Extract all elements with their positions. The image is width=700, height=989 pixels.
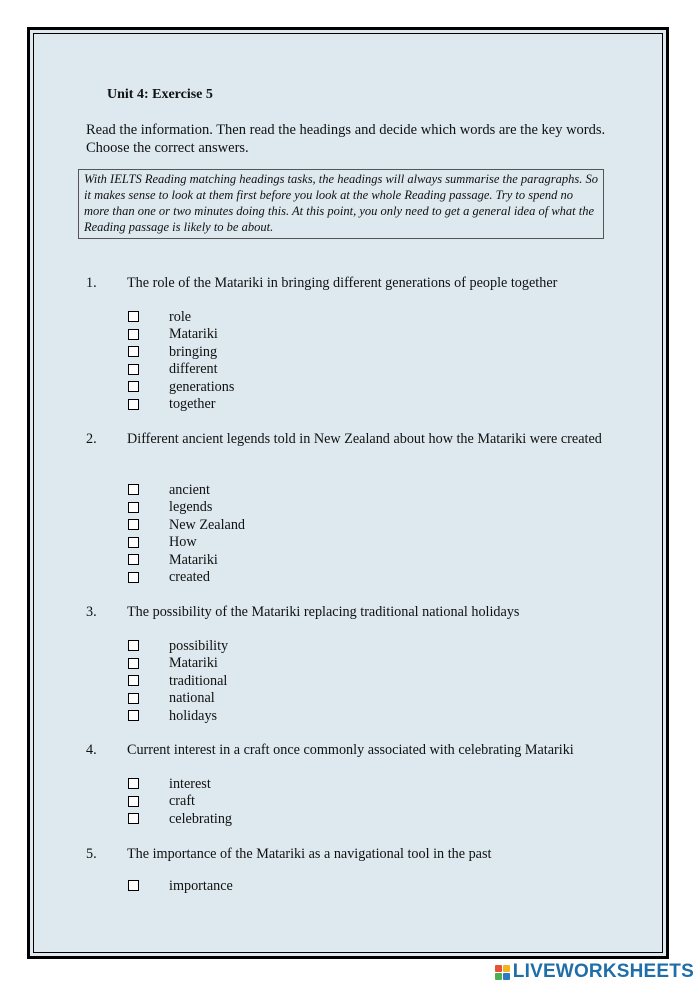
watermark-text: LIVEWORKSHEETS <box>512 961 694 982</box>
logo-square-red <box>495 965 502 972</box>
option-item[interactable] <box>127 877 233 895</box>
checkbox-icon[interactable] <box>128 778 139 789</box>
question-text: The possibility of the Matariki replacing traditional national holidays <box>127 604 520 620</box>
checkbox-icon[interactable] <box>128 572 139 583</box>
option-item[interactable] <box>127 793 232 811</box>
exercise-title: Unit 4: Exercise 5 <box>107 87 213 102</box>
question-number: 5. <box>86 846 97 862</box>
option-item[interactable] <box>127 499 245 517</box>
option-label: holidays <box>169 707 218 724</box>
option-label: possibility <box>169 637 229 654</box>
question-text: The role of the Matariki in bringing different generations of people together <box>127 275 558 291</box>
options-list <box>127 481 245 586</box>
checkbox-icon[interactable] <box>128 381 139 392</box>
option-item[interactable] <box>127 672 228 690</box>
option-item[interactable] <box>127 637 228 655</box>
option-label: New Zealand <box>169 516 246 533</box>
option-label: ancient <box>169 481 210 498</box>
option-item[interactable] <box>127 534 245 552</box>
question-number: 2. <box>86 431 97 447</box>
checkbox-icon[interactable] <box>128 813 139 824</box>
tip-box: With IELTS Reading matching headings tasks, the headings will always summarise the paragraphs. So it makes sense to look at them first before you look at the whole Reading passage. Try to spend no more than one or two minutes doing this. At this point, you only need to get a general idea of what the Reading passage is likely to be about. <box>78 169 604 239</box>
instructions-text: Read the information. Then read the headings and decide which words are the key words. Choose the correct answers. <box>86 122 606 156</box>
checkbox-icon[interactable] <box>128 364 139 375</box>
liveworksheets-logo-icon <box>495 965 510 980</box>
liveworksheets-watermark[interactable] <box>495 961 694 983</box>
option-label: Matariki <box>169 655 218 672</box>
options-list <box>127 877 233 895</box>
option-item[interactable] <box>127 308 234 326</box>
logo-square-green <box>495 973 502 980</box>
option-item[interactable] <box>127 551 245 569</box>
option-label: different <box>169 361 218 378</box>
checkbox-icon[interactable] <box>128 640 139 651</box>
option-label: Matariki <box>169 326 218 343</box>
checkbox-icon[interactable] <box>128 537 139 548</box>
option-label: bringing <box>169 343 218 360</box>
option-item[interactable] <box>127 655 228 673</box>
page-border <box>27 27 669 959</box>
option-item[interactable] <box>127 569 245 587</box>
option-label: national <box>169 690 215 707</box>
checkbox-icon[interactable] <box>128 346 139 357</box>
question-number: 4. <box>86 742 97 758</box>
checkbox-icon[interactable] <box>128 484 139 495</box>
checkbox-icon[interactable] <box>128 329 139 340</box>
checkbox-icon[interactable] <box>128 554 139 565</box>
option-item[interactable] <box>127 343 234 361</box>
question-text: The importance of the Matariki as a navigational tool in the past <box>127 846 492 862</box>
options-list <box>127 775 232 828</box>
question-text: Current interest in a craft once commonly associated with celebrating Matariki <box>127 742 574 758</box>
checkbox-icon[interactable] <box>128 399 139 410</box>
logo-square-yellow <box>503 965 510 972</box>
options-list <box>127 637 228 725</box>
option-label: importance <box>169 877 233 894</box>
option-label: interest <box>169 775 211 792</box>
option-item[interactable] <box>127 690 228 708</box>
option-item[interactable] <box>127 516 245 534</box>
logo-square-blue <box>503 973 510 980</box>
option-label: celebrating <box>169 810 233 827</box>
checkbox-icon[interactable] <box>128 880 139 891</box>
option-label: role <box>169 308 192 325</box>
option-label: Matariki <box>169 551 218 568</box>
option-item[interactable] <box>127 361 234 379</box>
question-number: 3. <box>86 604 97 620</box>
option-item[interactable] <box>127 396 234 414</box>
checkbox-icon[interactable] <box>128 710 139 721</box>
options-list <box>127 308 234 413</box>
option-item[interactable] <box>127 326 234 344</box>
option-label: together <box>169 396 216 413</box>
question-number: 1. <box>86 275 97 291</box>
checkbox-icon[interactable] <box>128 693 139 704</box>
option-item[interactable] <box>127 775 232 793</box>
checkbox-icon[interactable] <box>128 675 139 686</box>
option-item[interactable] <box>127 481 245 499</box>
option-label: How <box>169 534 197 551</box>
option-label: craft <box>169 793 195 810</box>
checkbox-icon[interactable] <box>128 796 139 807</box>
checkbox-icon[interactable] <box>128 311 139 322</box>
question-text: Different ancient legends told in New Zealand about how the Matariki were created <box>127 431 602 447</box>
option-label: legends <box>169 499 213 516</box>
checkbox-icon[interactable] <box>128 502 139 513</box>
checkbox-icon[interactable] <box>128 658 139 669</box>
option-item[interactable] <box>127 378 234 396</box>
option-label: generations <box>169 378 235 395</box>
option-item[interactable] <box>127 707 228 725</box>
option-label: traditional <box>169 672 228 689</box>
checkbox-icon[interactable] <box>128 519 139 530</box>
option-item[interactable] <box>127 810 232 828</box>
option-label: created <box>169 569 210 586</box>
